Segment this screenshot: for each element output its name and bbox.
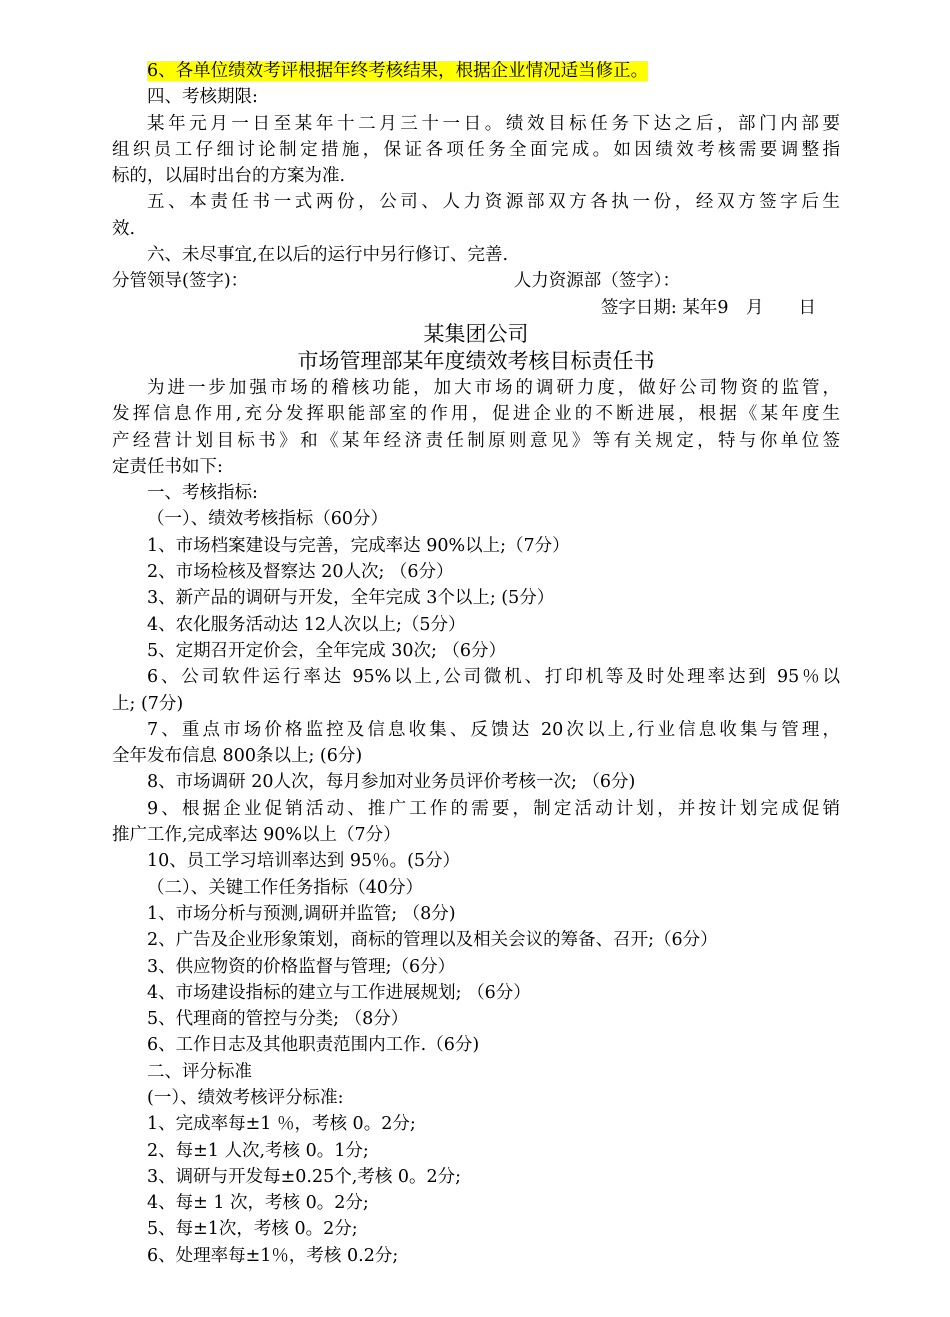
intro-line-3: 产经营计划目标书》和《某年经济责任制原则意见》等有关规定，特与你单位签 <box>112 430 840 451</box>
copies-text-line-1: 五、本责任书一式两份，公司、人力资源部双方各执一份，经双方签字后生 <box>147 192 840 213</box>
period-heading: 四、考核期限: <box>147 87 258 108</box>
performance-indicators-heading: （一）、绩效考核指标（60分） <box>147 509 389 530</box>
leader-signature-label: 分管领导(签字)： <box>112 271 249 292</box>
hr-signature-label: 人力资源部（签字）： <box>513 271 680 292</box>
scoring-item-2: 2、每±1 人次,考核 0。1分; <box>147 1140 369 1161</box>
key-task-4: 4、市场建设指标的建立与工作进展规划; （6分） <box>147 982 531 1003</box>
key-task-2: 2、广告及企业形象策划，商标的管理以及相关会议的筹备、召开;（6分） <box>147 930 718 951</box>
performance-item-10: 10、员工学习培训率达到 95％。(5分） <box>147 851 461 872</box>
performance-item-9-line-2: 推广工作,完成率达 90%以上（7分） <box>112 825 401 846</box>
key-task-3: 3、供应物资的价格监督与管理;（6分） <box>147 956 456 977</box>
scoring-heading: 二、评分标准 <box>147 1061 252 1082</box>
indicators-heading: 一、考核指标: <box>147 483 258 504</box>
performance-item-7-line-2: 全年发布信息 800条以上; (6分) <box>112 746 363 767</box>
misc-text: 六、未尽事宜,在以后的运行中另行修订、完善. <box>147 245 509 266</box>
document-page <box>112 58 840 1269</box>
document-title: 市场管理部某年度绩效考核目标责任书 <box>297 348 655 373</box>
performance-item-9-line-1: 9、根据企业促销活动、推广工作的需要，制定活动计划，并按计划完成促销 <box>147 798 840 819</box>
performance-item-2: 2、市场检核及督察达 20人次; （6分） <box>147 562 454 583</box>
company-title: 某集团公司 <box>423 321 529 346</box>
scoring-item-3: 3、调研与开发每±0.25个,考核 0。2分; <box>147 1166 462 1187</box>
highlighted-text: 6、各单位绩效考评根据年终考核结果，根据企业情况适当修正。 <box>147 61 649 81</box>
intro-line-1: 为进一步加强市场的稽核功能，加大市场的调研力度，做好公司物资的监管， <box>147 377 840 398</box>
signature-row <box>112 268 840 294</box>
scoring-item-4: 4、每± 1 次，考核 0。2分; <box>147 1193 369 1214</box>
performance-item-6-line-1: 6、公司软件运行率达 95%以上,公司微机、打印机等及时处理率达到 95％以 <box>147 667 840 688</box>
performance-item-8: 8、市场调研 20人次，每月参加对业务员评价考核一次; （6分) <box>147 772 636 793</box>
performance-item-3: 3、新产品的调研与开发，全年完成 3个以上; (5分） <box>147 588 555 609</box>
period-text-line-2: 组织员工仔细讨论制定措施，保证各项任务全面完成。如因绩效考核需要调整指 <box>112 139 840 160</box>
section-item-6 <box>112 58 840 84</box>
performance-item-5: 5、定期召开定价会，全年完成 30次; （6分） <box>147 640 507 661</box>
key-task-6: 6、工作日志及其他职责范围内工作.（6分) <box>147 1035 480 1056</box>
intro-line-2: 发挥信息作用,充分发挥职能部室的作用，促进企业的不断进展，根据《某年度生 <box>112 404 840 425</box>
performance-item-4: 4、农化服务活动达 12人次以上;（5分） <box>147 614 466 635</box>
period-text-line-1: 某年元月一日至某年十二月三十一日。绩效目标任务下达之后，部门内部要 <box>147 113 840 134</box>
key-task-5: 5、代理商的管控与分类; （8分） <box>147 1009 409 1030</box>
performance-item-1: 1、市场档案建设与完善，完成率达 90%以上;（7分） <box>147 535 570 556</box>
scoring-item-6: 6、处理率每±1％，考核 0.2分; <box>147 1245 399 1266</box>
performance-item-6-line-2: 上; (7分) <box>112 693 184 714</box>
scoring-item-5: 5、每±1次，考核 0。2分; <box>147 1219 358 1240</box>
key-task-1: 1、市场分析与预测,调研并监管; （8分) <box>147 903 456 924</box>
intro-line-4: 定责任书如下: <box>112 456 223 477</box>
copies-text-line-2: 效. <box>112 218 136 239</box>
signature-date: 签字日期: 某年9 月 日 <box>600 297 816 318</box>
scoring-item-1: 1、完成率每±1 ％，考核 0。2分; <box>147 1114 416 1135</box>
period-text-line-3: 标的，以届时出台的方案为准. <box>112 166 346 187</box>
key-tasks-heading: （二）、关键工作任务指标（40分） <box>147 877 424 898</box>
scoring-sub-heading: (一）、绩效考核评分标准: <box>147 1087 344 1108</box>
performance-item-7-line-1: 7、重点市场价格监控及信息收集、反馈达 20次以上,行业信息收集与管理， <box>147 719 840 740</box>
